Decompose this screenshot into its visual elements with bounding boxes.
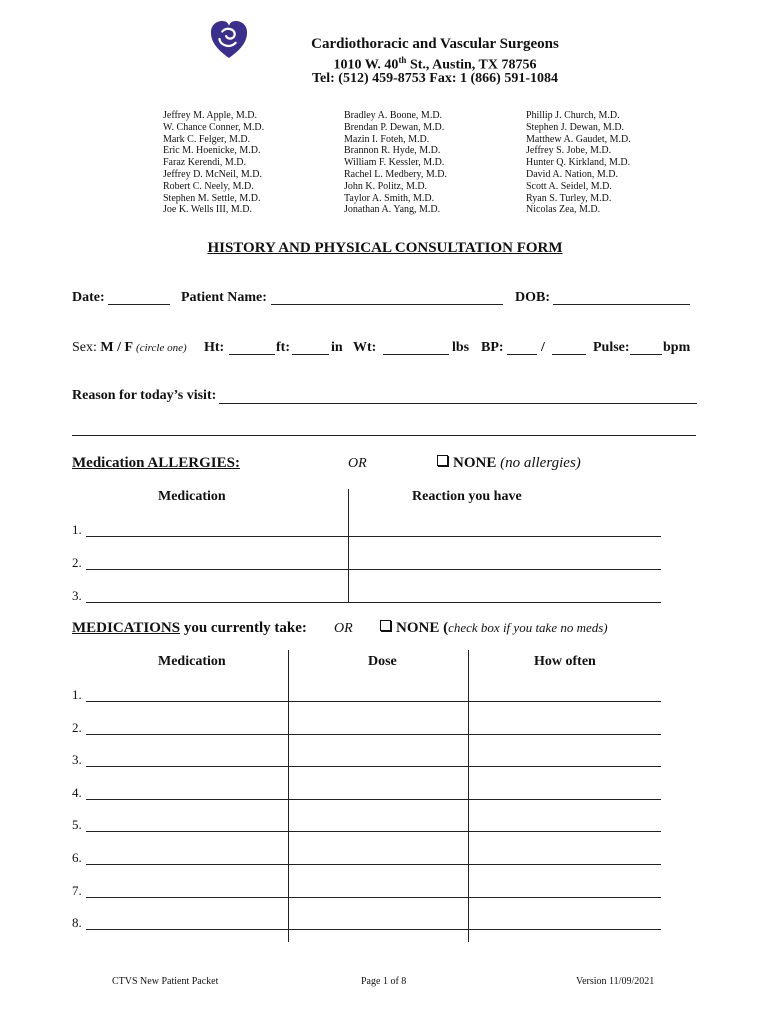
dob-field[interactable] [553,304,690,305]
bp-label: BP: [481,340,504,355]
reason-field-line2[interactable] [72,435,696,436]
allergy-row-number: 2. [72,555,82,570]
doctor-name: W. Chance Conner, M.D. [163,121,265,133]
medications-col-how-often: How often [534,654,596,669]
doctor-name: Nicolas Zea, M.D. [526,204,601,216]
allergies-col-medication: Medication [158,489,226,504]
sex-label: Sex: [72,340,97,355]
footer-page-number: Page 1 of 8 [361,976,407,987]
medication-row-number: 3. [72,752,82,768]
reason-label: Reason for today’s visit: [72,388,217,403]
doctor-name: Scott A. Seidel, M.D. [526,180,612,192]
dob-label: DOB: [515,290,550,305]
bp-separator: / [541,340,545,355]
doctor-name: Stephen M. Settle, M.D. [163,192,261,204]
lbs-label: lbs [452,340,470,355]
allergies-column-divider [348,489,349,602]
medications-none-option[interactable] [380,620,608,637]
date-field[interactable] [108,304,170,305]
doctor-name: Rachel L. Medbery, M.D. [344,168,447,180]
patient-name-label: Patient Name: [181,290,267,305]
medications-none-checkbox[interactable] [380,620,391,631]
bpm-label: bpm [663,340,691,355]
doctor-name: Brendan P. Dewan, M.D. [344,121,445,133]
footer-packet-name: CTVS New Patient Packet [112,976,219,987]
sex-options[interactable]: M / F [100,340,133,355]
doctor-name: Eric M. Hoenicke, M.D. [163,145,261,157]
bp-systolic-field[interactable] [507,354,537,355]
in-label: in [331,340,343,355]
doctor-name: Jonathan A. Yang, M.D. [344,204,441,216]
pulse-field[interactable] [630,354,662,355]
bp-diastolic-field[interactable] [552,354,586,355]
doctor-name: William F. Kessler, M.D. [344,157,445,169]
allergies-heading: Medication ALLERGIES: [72,455,240,471]
ht-label: Ht: [204,340,225,355]
allergies-col-reaction: Reaction you have [412,489,522,504]
medication-row-number: 1. [72,687,82,702]
doctor-name: Matthew A. Gaudet, M.D. [526,133,631,145]
doctor-name: Jeffrey S. Jobe, M.D. [526,145,612,157]
doctor-name: Taylor A. Smith, M.D. [344,192,435,204]
doctor-name: Mark C. Felger, M.D. [163,133,251,145]
allergies-none-checkbox[interactable] [437,455,448,466]
wt-label: Wt: [353,340,377,355]
medications-heading-row [72,620,307,637]
org-address: 1010 W. 40th St., Austin, TX 78756 [333,55,537,73]
medications-divider-2 [468,650,469,942]
doctor-name: Jeffrey M. Apple, M.D. [163,110,257,121]
patient-name-field[interactable] [271,304,503,305]
medication-row-number: 4. [72,784,82,800]
allergies-or: OR [348,456,367,471]
allergy-row-field[interactable] [86,536,661,537]
doctor-list-col2 [344,110,447,216]
medications-heading-rest: you currently take: [180,620,307,636]
medications-none-label: NONE ( [396,620,449,636]
reason-field-line1[interactable] [219,403,697,404]
doctor-name: Jeffrey D. McNeil, M.D. [163,168,262,180]
doctor-name: Joe K. Wells III, M.D. [163,204,252,216]
doctor-name: Bradley A. Boone, M.D. [344,110,443,121]
allergy-row-field[interactable] [86,602,661,603]
circle-one-note: (circle one) [136,342,187,354]
medication-row-field[interactable] [86,701,661,702]
medications-col-medication: Medication [158,654,226,669]
doctor-name: Hunter Q. Kirkland, M.D. [526,157,631,169]
doctor-list-col3 [526,110,631,216]
doctor-name: Stephen J. Dewan, M.D. [526,121,625,133]
medications-divider-1 [288,650,289,942]
medication-row-number: 6. [72,850,82,865]
doctor-name: John K. Politz, M.D. [344,180,428,192]
org-phone: Tel: (512) 459-8753 Fax: 1 (866) 591-1084 [311,71,558,86]
allergy-row-number: 1. [72,522,82,537]
medications-none-note: check box if you take no meds) [448,620,608,635]
allergy-row-number: 3. [72,588,82,603]
doctor-name: Robert C. Neely, M.D. [163,180,254,192]
medication-row-field[interactable] [86,799,661,800]
medications-heading: MEDICATIONS [72,620,181,636]
allergies-none-label: NONE [453,455,497,471]
medication-row-field[interactable] [86,734,661,735]
medications-or: OR [334,621,353,636]
org-name: Cardiothoracic and Vascular Surgeons [311,36,559,52]
sex-row [72,340,187,356]
doctor-name: Mazin I. Foteh, M.D. [344,133,430,145]
medication-row-number: 8. [72,915,82,931]
ft-label: ft: [276,340,290,355]
doctor-name: Faraz Kerendi, M.D. [163,157,247,169]
pulse-label: Pulse: [593,340,630,355]
medication-row-number: 5. [72,817,82,833]
doctor-name: Ryan S. Turley, M.D. [526,192,612,204]
date-label: Date: [72,290,105,305]
medication-row-field[interactable] [86,831,661,832]
doctor-name: David A. Nation, M.D. [526,168,618,180]
allergies-none-note: (no allergies) [500,455,581,471]
allergy-row-field[interactable] [86,569,661,570]
weight-field[interactable] [383,354,449,355]
doctor-name: Phillip J. Church, M.D. [526,110,620,121]
medication-row-number: 2. [72,719,82,735]
doctor-list-col1 [163,110,264,216]
height-in-field[interactable] [292,354,329,355]
footer-version: Version 11/09/2021 [576,976,655,987]
medication-row-field[interactable] [86,766,661,767]
medication-row-field[interactable] [86,929,661,930]
doctor-name: Brannon R. Hyde, M.D. [344,145,441,157]
medications-col-dose: Dose [368,654,397,669]
medication-row-number: 7. [72,882,82,898]
medication-row-field[interactable] [86,897,661,898]
medication-row-field[interactable] [86,864,661,865]
form-title: HISTORY AND PHYSICAL CONSULTATION FORM [207,240,563,256]
allergies-none-option[interactable] [437,455,581,472]
height-ft-field[interactable] [229,354,275,355]
